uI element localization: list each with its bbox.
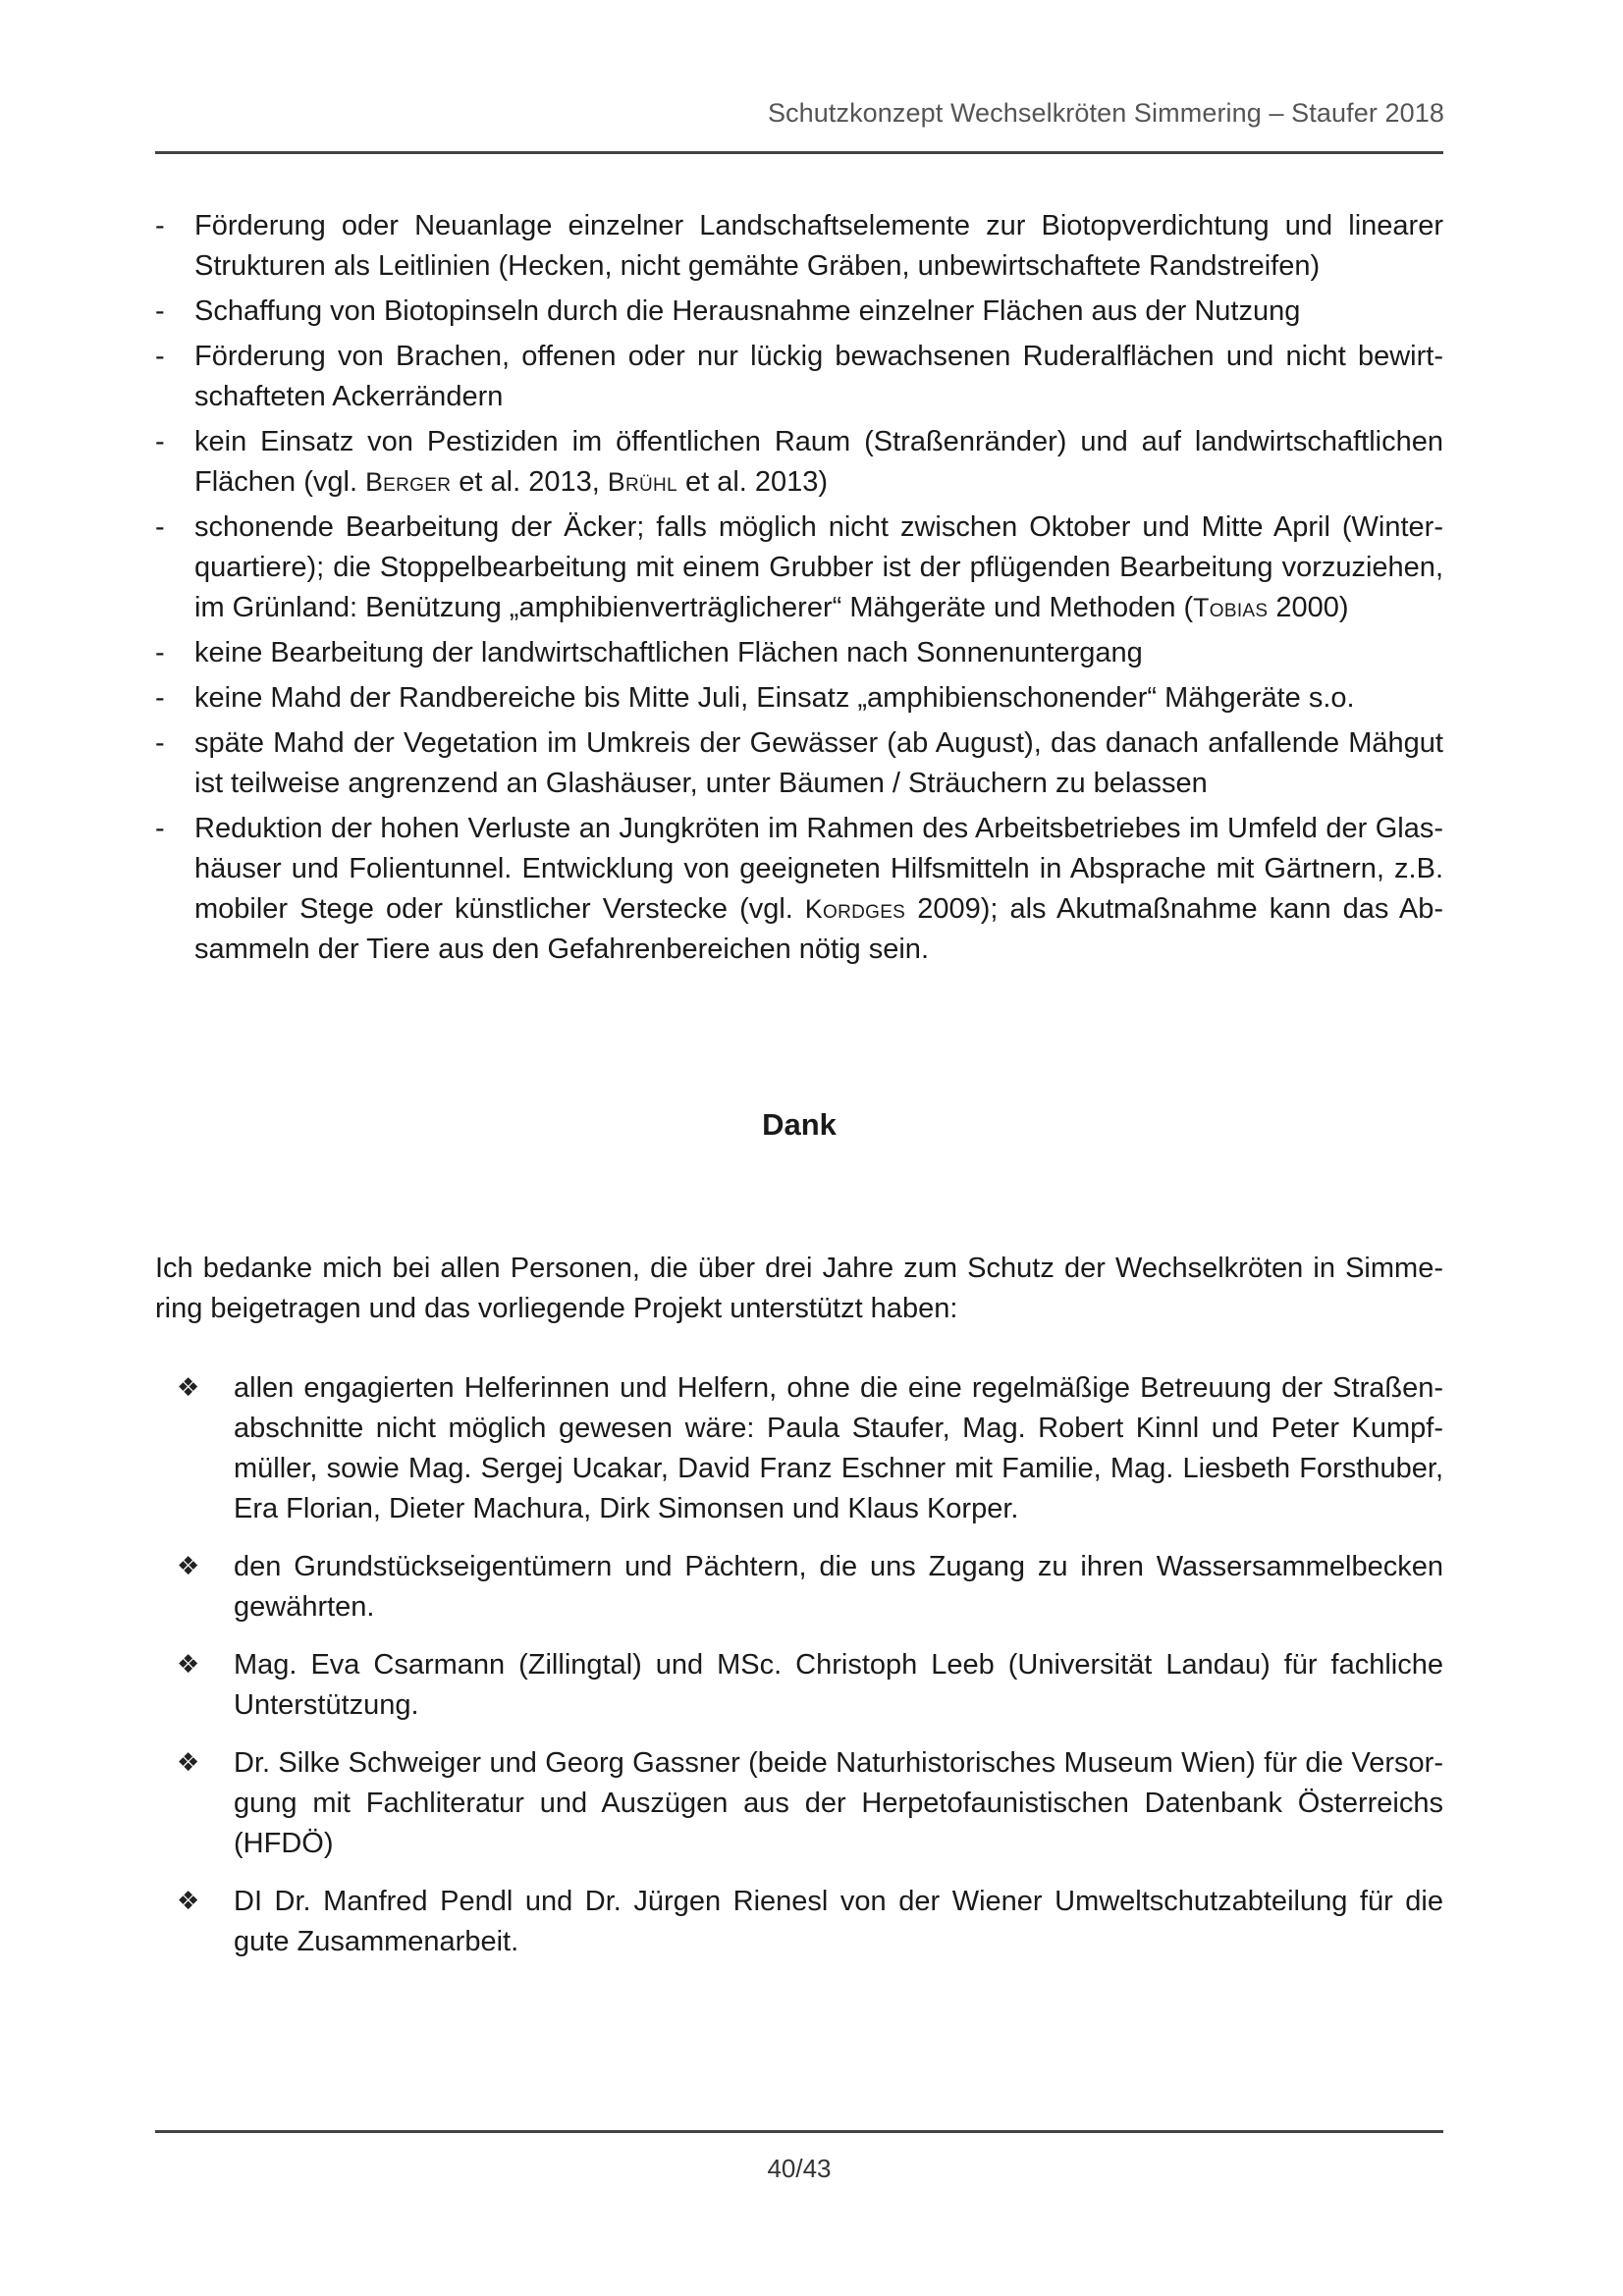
list-item-text: Mag. Eva Csarmann (Zillingtal) und MSc. Christoph Leeb (Universität Landau) für fachliche Unterstützung.	[234, 1649, 1443, 1721]
header-rule	[155, 151, 1443, 154]
list-item	[155, 337, 1443, 417]
list-item-text: 2009); als Akutmaßnahme kann das Absammeln der Tiere aus den Gefahrenbereichen nötig sein.	[194, 893, 1443, 965]
list-item	[155, 1882, 1443, 1962]
list-item	[155, 723, 1443, 804]
measures-list	[155, 206, 1443, 970]
list-item-text: allen engagierten Helferinnen und Helfern, ohne die eine regelmäßige Betreuung der Straßenabschnitte nicht möglich gewesen wäre: Paula Staufer, Mag. Robert Kinnl und Peter Kumpfmüller, sowie Mag. Sergej Ucakar, David Franz Eschner mit Familie, Mag. Liesbeth Forsthuber, Era Florian, Dieter Machura, Dirk Simonsen und Klaus Korper.	[234, 1372, 1443, 1524]
list-item	[155, 206, 1443, 287]
list-item-text: DI Dr. Manfred Pendl und Dr. Jürgen Rienesl von der Wiener Umweltschutzabteilung für die gute Zusammenarbeit.	[234, 1886, 1443, 1957]
citation-author: Tobias	[1193, 593, 1269, 622]
dash-bullet: -	[155, 210, 165, 241]
list-item	[155, 633, 1443, 673]
list-item-text: Reduktion der hohen Verluste an Jungkröten im Rahmen des Arbeitsbetriebes im Umfeld der Glashäuser und Folientunnel. Entwicklung von geeigneten Hilfsmitteln in Absprache mit Gärtnern, z.B. mobiler Stege oder künstlicher Verstecke (vgl.	[194, 813, 1443, 925]
list-item	[155, 1743, 1443, 1864]
dash-bullet: -	[155, 813, 165, 844]
footer-rule	[155, 2130, 1443, 2133]
intro-paragraph: Ich bedanke mich bei allen Personen, die über drei Jahre zum Schutz der Wechselkröten in Simmering beigetragen und das vorliegende Projekt unterstützt haben:	[155, 1253, 1443, 1324]
list-item-text: Förderung von Brachen, offenen oder nur lückig bewachsenen Ruderalflächen und nicht bewirtschafteten Ackerrändern	[194, 341, 1443, 412]
list-item	[155, 678, 1443, 719]
section-title: Dank	[762, 1107, 837, 1142]
list-item-text: schonende Bearbeitung der Äcker; falls möglich nicht zwischen Oktober und Mitte April (Winterquartiere); die Stoppelbearbeitung mit einem Grubber ist der pflügenden Bearbeitung vorzuziehen, im Grünland: Benützung „amphibienverträglicherer“ Mähgeräte und Methoden (	[194, 511, 1443, 623]
list-item-text: keine Bearbeitung der landwirtschaftlichen Flächen nach Sonnenuntergang	[194, 637, 1143, 668]
dash-bullet: -	[155, 341, 165, 372]
list-item-text: 2000)	[1268, 592, 1349, 623]
list-item	[155, 1547, 1443, 1628]
page-content	[155, 206, 1443, 1980]
dash-bullet: -	[155, 727, 165, 759]
list-item	[155, 1368, 1443, 1529]
list-item-text: späte Mahd der Vegetation im Umkreis der Gewässer (ab August), das danach anfallende Mähgut ist teilweise angrenzend an Glashäuser, unter Bäumen / Sträuchern zu belassen	[194, 727, 1443, 799]
diamond-bullet-icon: ❖	[177, 1552, 200, 1581]
dash-bullet: -	[155, 295, 165, 327]
list-item-text: et al. 2013)	[676, 466, 829, 498]
list-item-text: Dr. Silke Schweiger und Georg Gassner (beide Naturhistorisches Museum Wien) für die Versorgung mit Fachliteratur und Auszügen aus der Herpetofaunistischen Datenbank Österreichs (HFDÖ)	[234, 1747, 1443, 1859]
acknowledgements-list	[155, 1368, 1443, 1962]
citation-author: Kordges	[804, 894, 906, 924]
list-item-text: keine Mahd der Randbereiche bis Mitte Juli, Einsatz „amphibienschonender“ Mähgeräte s.o.	[194, 682, 1355, 714]
diamond-bullet-icon: ❖	[177, 1887, 200, 1916]
dash-bullet: -	[155, 426, 165, 457]
list-item-text: den Grundstückseigentümern und Pächtern, die uns Zugang zu ihren Wassersammelbecken gewährten.	[234, 1551, 1443, 1623]
list-item	[155, 507, 1443, 628]
list-item	[155, 809, 1443, 970]
list-item-text: Förderung oder Neuanlage einzelner Landschaftselemente zur Biotopverdichtung und linearer Strukturen als Leitlinien (Hecken, nicht gemähte Gräben, unbewirtschaftete Randstreifen)	[194, 210, 1443, 282]
diamond-bullet-icon: ❖	[177, 1650, 200, 1680]
diamond-bullet-icon: ❖	[177, 1748, 200, 1778]
page-number: 40/43	[767, 2154, 832, 2183]
list-item-text: kein Einsatz von Pestiziden im öffentlichen Raum (Straßenränder) und auf landwirtschaftlichen Flächen (vgl.	[194, 426, 1443, 498]
running-header: Schutzkonzept Wechselkröten Simmering – Staufer 2018	[767, 98, 1444, 128]
citation-author: Berger	[365, 467, 452, 497]
list-item	[155, 422, 1443, 503]
diamond-bullet-icon: ❖	[177, 1373, 200, 1403]
list-item-text: Schaffung von Biotopinseln durch die Herausnahme einzelner Flächen aus der Nutzung	[194, 295, 1301, 327]
dash-bullet: -	[155, 511, 165, 543]
dash-bullet: -	[155, 682, 165, 714]
list-item-text: et al. 2013,	[451, 466, 608, 498]
citation-author: Brühl	[607, 467, 677, 497]
list-item	[155, 1645, 1443, 1726]
dash-bullet: -	[155, 637, 165, 668]
list-item	[155, 292, 1443, 332]
